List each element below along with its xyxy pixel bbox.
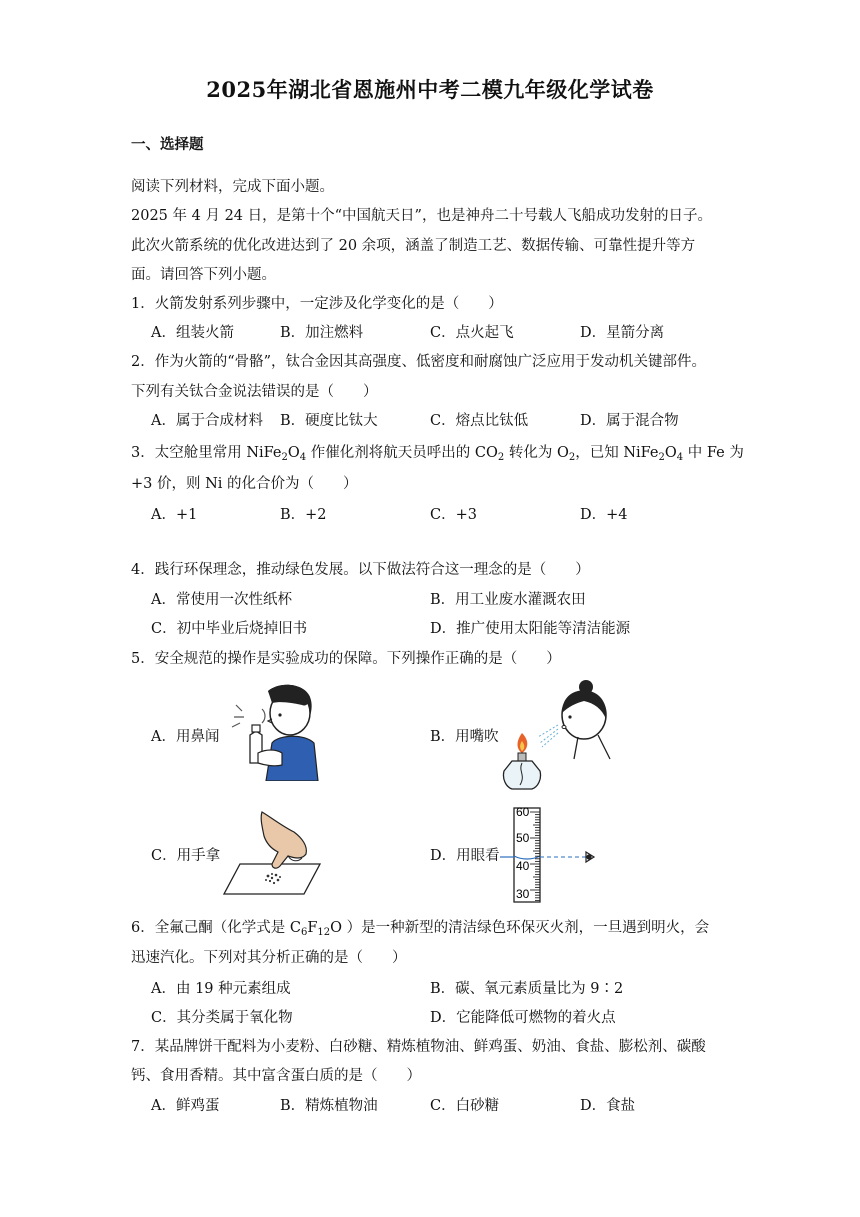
option-b: B．用嘴吹 (430, 729, 499, 745)
option-d: D．食盐 (580, 1098, 636, 1114)
option-b: B．+2 (280, 507, 327, 523)
section-heading: 一、选择题 (131, 136, 204, 153)
girl-blowing-lamp-figure (498, 679, 618, 793)
page-title: 2025年湖北省恩施州中考二模九年级化学试卷 (206, 77, 654, 102)
option-a: A．属于合成材料 (151, 413, 263, 429)
tick-label: 50 (516, 831, 530, 845)
question-stem: 6．全氟己酮（化学式是 $C_6F_{12}O$ ）是一种新型的清洁绿色环保灭火剂，一旦遇到明火，会 (131, 920, 710, 938)
question-stem: 7．某品牌饼干配料为小麦粉、白砂糖、精炼植物油、鲜鸡蛋、奶油、食盐、膨松剂、碳酸 (131, 1039, 706, 1055)
option-d: D．属于混合物 (580, 413, 679, 429)
option-a: A．组装火箭 (151, 325, 234, 341)
option-c: C．初中毕业后烧掉旧书 (151, 621, 308, 637)
option-b: B．硬度比钛大 (280, 413, 378, 429)
graduated-cylinder-figure (500, 802, 610, 904)
question-stem: 3．太空舱里常用 $NiFe_2O_4$ 作催化剂将航天员呼出的 $CO_2$ 转化为 $O_2$，已知 $NiFe_2O_4$ 中 Fe 为 (131, 445, 744, 463)
option-d: D．它能降低可燃物的着火点 (430, 1010, 616, 1026)
option-d: D．用眼看 (430, 848, 500, 864)
intro-line: 此次火箭系统的优化改进达到了 20 余项，涵盖了制造工艺、数据传输、可靠性提升等方 (131, 238, 696, 254)
question-stem: 1．火箭发射系列步骤中，一定涉及化学变化的是（ ） (131, 296, 503, 312)
option-a: A．+1 (151, 507, 198, 523)
boy-smelling-figure (222, 683, 322, 781)
option-c: C．点火起飞 (430, 325, 514, 341)
tick-label: 60 (516, 805, 530, 819)
question-stem: 迅速汽化。下列对其分析正确的是（ ） (131, 950, 407, 966)
question-stem: 钙、食用香精。其中富含蛋白质的是（ ） (131, 1068, 421, 1084)
option-a: A．由 19 种元素组成 (151, 981, 291, 997)
hand-picking-figure (222, 808, 332, 896)
question-stem: +3 价，则 Ni 的化合价为（ ） (131, 476, 358, 492)
question-stem: 4．践行环保理念，推动绿色发展。以下做法符合这一理念的是（ ） (131, 562, 590, 578)
intro-line: 面。请回答下列小题。 (131, 267, 276, 283)
option-c: C．白砂糖 (430, 1098, 500, 1114)
option-c: C．用手拿 (151, 848, 221, 864)
tick-label: 30 (516, 887, 530, 901)
option-b: B．碳、氧元素质量比为 9∶2 (430, 981, 624, 997)
option-a: A．常使用一次性纸杯 (151, 592, 292, 608)
intro-line: 阅读下列材料，完成下面小题。 (131, 179, 334, 195)
tick-label: 40 (516, 859, 530, 873)
question-stem: 5．安全规范的操作是实验成功的保障。下列操作正确的是（ ） (131, 651, 561, 667)
option-d: D．星箭分离 (580, 325, 665, 341)
option-c: C．熔点比钛低 (430, 413, 529, 429)
question-stem: 下列有关钛合金说法错误的是（ ） (131, 384, 378, 400)
option-a: A．鲜鸡蛋 (151, 1098, 220, 1114)
option-b: B．精炼植物油 (280, 1098, 378, 1114)
option-d: D．+4 (580, 507, 628, 523)
option-b: B．用工业废水灌溉农田 (430, 592, 586, 608)
option-c: C．+3 (430, 507, 477, 523)
option-d: D．推广使用太阳能等清洁能源 (430, 621, 631, 637)
option-c: C．其分类属于氧化物 (151, 1010, 293, 1026)
option-b: B．加注燃料 (280, 325, 364, 341)
question-stem: 2．作为火箭的“骨骼”，钛合金因其高强度、低密度和耐腐蚀广泛应用于发动机关键部件。 (131, 354, 707, 370)
intro-line: 2025 年 4 月 24 日，是第十个“中国航天日”，也是神舟二十号载人飞船成功发射的日子。 (131, 208, 712, 224)
option-a: A．用鼻闻 (151, 729, 220, 745)
